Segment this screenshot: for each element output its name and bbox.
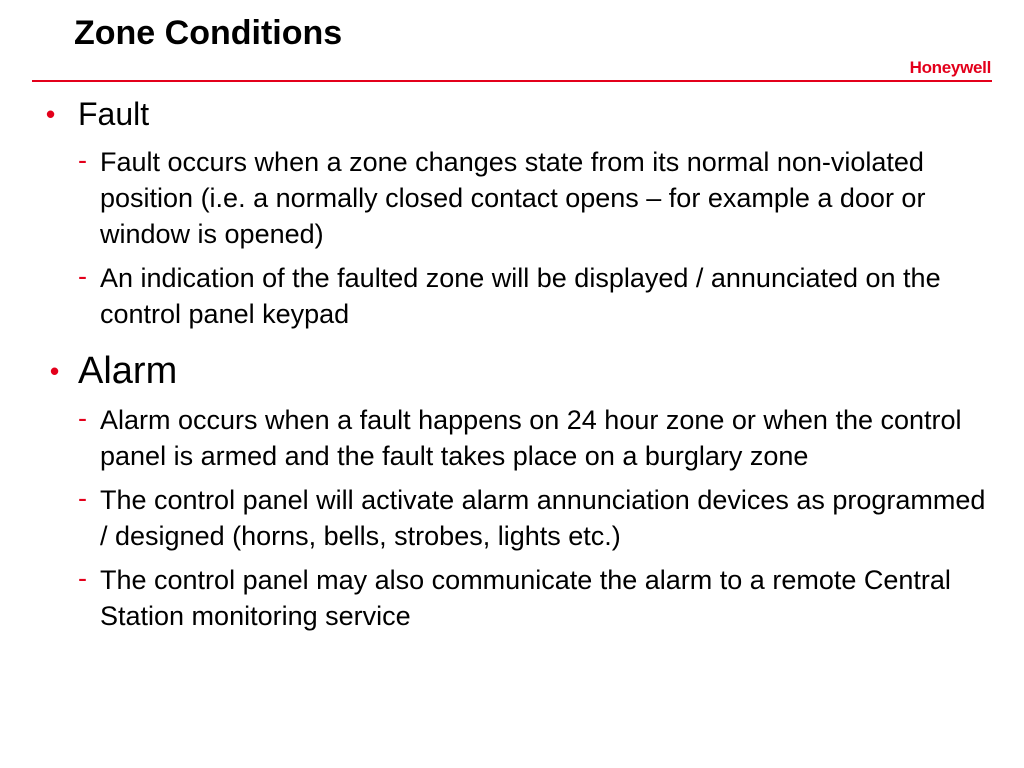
slide-title: Zone Conditions (74, 14, 343, 52)
sub-bullet-marker: - (78, 483, 87, 513)
bullet-label-alarm: Alarm (78, 350, 178, 392)
sub-bullet-item (78, 482, 986, 554)
honeywell-logo: Honeywell (909, 58, 991, 77)
title-divider (32, 80, 992, 82)
sub-bullet-marker: - (78, 145, 87, 175)
sub-bullet-text: The control panel will activate alarm annunciation devices as programmed / designed (horns, bells, strobes, lights etc.) (100, 485, 986, 551)
bullet-label-fault: Fault (78, 96, 150, 132)
alarm-sub-list (78, 402, 986, 634)
fault-sub-list (78, 144, 986, 332)
sub-bullet-item (78, 562, 986, 634)
sub-bullet-marker: - (78, 403, 87, 433)
sub-bullet-text: Alarm occurs when a fault happens on 24 hour zone or when the control panel is armed and the fault takes place on a burglary zone (100, 405, 962, 471)
bullet-fault (46, 92, 986, 332)
bullet-alarm (46, 346, 986, 634)
sub-bullet-item (78, 144, 986, 252)
slide-content (46, 92, 986, 634)
sub-bullet-marker: - (78, 261, 87, 291)
bullet-marker: • (50, 356, 60, 386)
sub-bullet-text: An indication of the faulted zone will be displayed / annunciated on the control panel keypad (100, 263, 941, 329)
sub-bullet-text: Fault occurs when a zone changes state from its normal non-violated position (i.e. a normally closed contact opens – for example a door or window is opened) (100, 147, 926, 249)
sub-bullet-item (78, 402, 986, 474)
sub-bullet-marker: - (78, 563, 87, 593)
bullet-marker: • (46, 99, 56, 129)
sub-bullet-item (78, 260, 986, 332)
sub-bullet-text: The control panel may also communicate the alarm to a remote Central Station monitoring service (100, 565, 951, 631)
